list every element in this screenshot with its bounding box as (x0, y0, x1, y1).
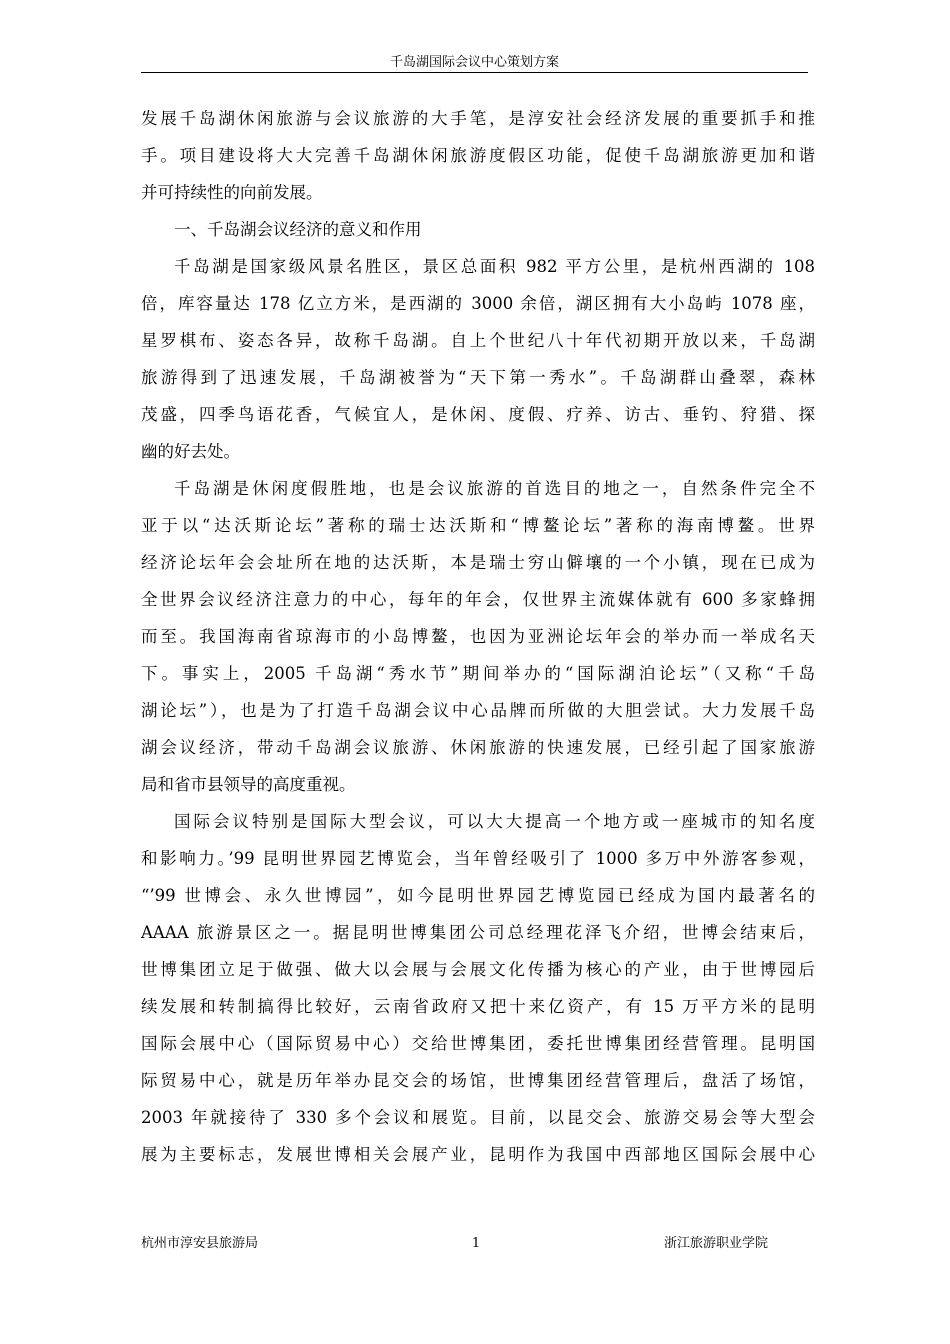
text-line: 千岛湖是国家级风景名胜区，景区总面积 982 平方公里，是杭州西湖的 108 (174, 257, 815, 276)
text-line: 并可持续性的向前发展。 (141, 183, 323, 202)
footer-organization-right: 浙江旅游职业学院 (664, 1236, 769, 1251)
text-line: 旅游得到了迅速发展，千岛湖被誉为“天下第一秀水”。千岛湖群山叠翠，森林 (141, 368, 815, 387)
text-line: 局和省市县领导的高度重视。 (141, 775, 356, 794)
text-line: 际贸易中心，就是历年举办昆交会的场馆，世博集团经营管理后，盘活了场馆， (141, 1071, 815, 1090)
text-line: 茂盛，四季鸟语花香，气候宜人，是休闲、度假、疗养、访古、垂钓、狩猎、探 (141, 405, 815, 424)
text-line: “’99 世博会、永久世博园”，如今昆明世界园艺博览园已经成为国内最著名的 (141, 886, 815, 905)
text-line: 千岛湖是休闲度假胜地，也是会议旅游的首选目的地之一，自然条件完全不 (174, 479, 815, 498)
text-line: 2003 年就接待了 330 多个会议和展览。目前，以昆交会、旅游交易会等大型会 (141, 1108, 815, 1127)
text-line: 全世界会议经济注意力的中心，每年的年会，仅世界主流媒体就有 600 多家蜂拥 (141, 590, 815, 609)
text-line: 湖论坛”），也是为了打造千岛湖会议中心品牌而所做的大胆尝试。大力发展千岛 (141, 701, 815, 720)
header-rule (141, 72, 808, 73)
text-line: 国际会议特别是国际大型会议，可以大大提高一个地方或一座城市的知名度 (174, 812, 815, 831)
text-line: 星罗棋布、姿态各异，故称千岛湖。自上个世纪八十年代初期开放以来，千岛湖 (141, 331, 815, 350)
text-line: 国际会展中心（国际贸易中心）交给世博集团，委托世博集团经营管理。昆明国 (141, 1034, 815, 1053)
document-body (141, 100, 815, 1173)
text-line: AAAA 旅游景区之一。据昆明世博集团公司总经理花泽飞介绍，世博会结束后， (141, 923, 815, 942)
text-line: 和影响力。’99 昆明世界园艺博览会，当年曾经吸引了 1000 多万中外游客参观， (141, 849, 815, 868)
text-line: 湖会议经济，带动千岛湖会议旅游、休闲旅游的快速发展，已经引起了国家旅游 (141, 738, 815, 757)
footer-organization-left: 杭州市淳安县旅游局 (141, 1236, 259, 1251)
text-line: 世博集团立足于做强、做大以会展与会展文化传播为核心的产业，由于世博园后 (141, 960, 815, 979)
section-heading: 一、千岛湖会议经济的意义和作用 (174, 220, 422, 239)
text-line: 手。项目建设将大大完善千岛湖休闲旅游度假区功能，促使千岛湖旅游更加和谐 (141, 146, 815, 165)
text-line: 续发展和转制搞得比较好，云南省政府又把十来亿资产，有 15 万平方米的昆明 (141, 997, 815, 1016)
page-header-title: 千岛湖国际会议中心策划方案 (389, 55, 559, 70)
text-line: 幽的好去处。 (141, 442, 240, 461)
text-line: 发展千岛湖休闲旅游与会议旅游的大手笔，是淳安社会经济发展的重要抓手和推 (141, 109, 815, 128)
text-line: 亚于以“达沃斯论坛”著称的瑞士达沃斯和“博鳌论坛”著称的海南博鳌。世界 (141, 516, 815, 535)
text-line: 经济论坛年会会址所在地的达沃斯，本是瑞士穷山僻壤的一个小镇，现在已成为 (141, 553, 815, 572)
text-line: 下。事实上，2005 千岛湖“秀水节”期间举办的“国际湖泊论坛”（又称“千岛 (141, 664, 815, 683)
footer-page-number: 1 (471, 1236, 481, 1251)
text-line: 倍，库容量达 178 亿立方米，是西湖的 3000 余倍，湖区拥有大小岛屿 1078 座， (141, 294, 815, 313)
text-line: 展为主要标志，发展世博相关会展产业，昆明作为我国中西部地区国际会展中心 (141, 1145, 815, 1164)
text-line: 而至。我国海南省琼海市的小岛博鳌，也因为亚洲论坛年会的举办而一举成名天 (141, 627, 815, 646)
